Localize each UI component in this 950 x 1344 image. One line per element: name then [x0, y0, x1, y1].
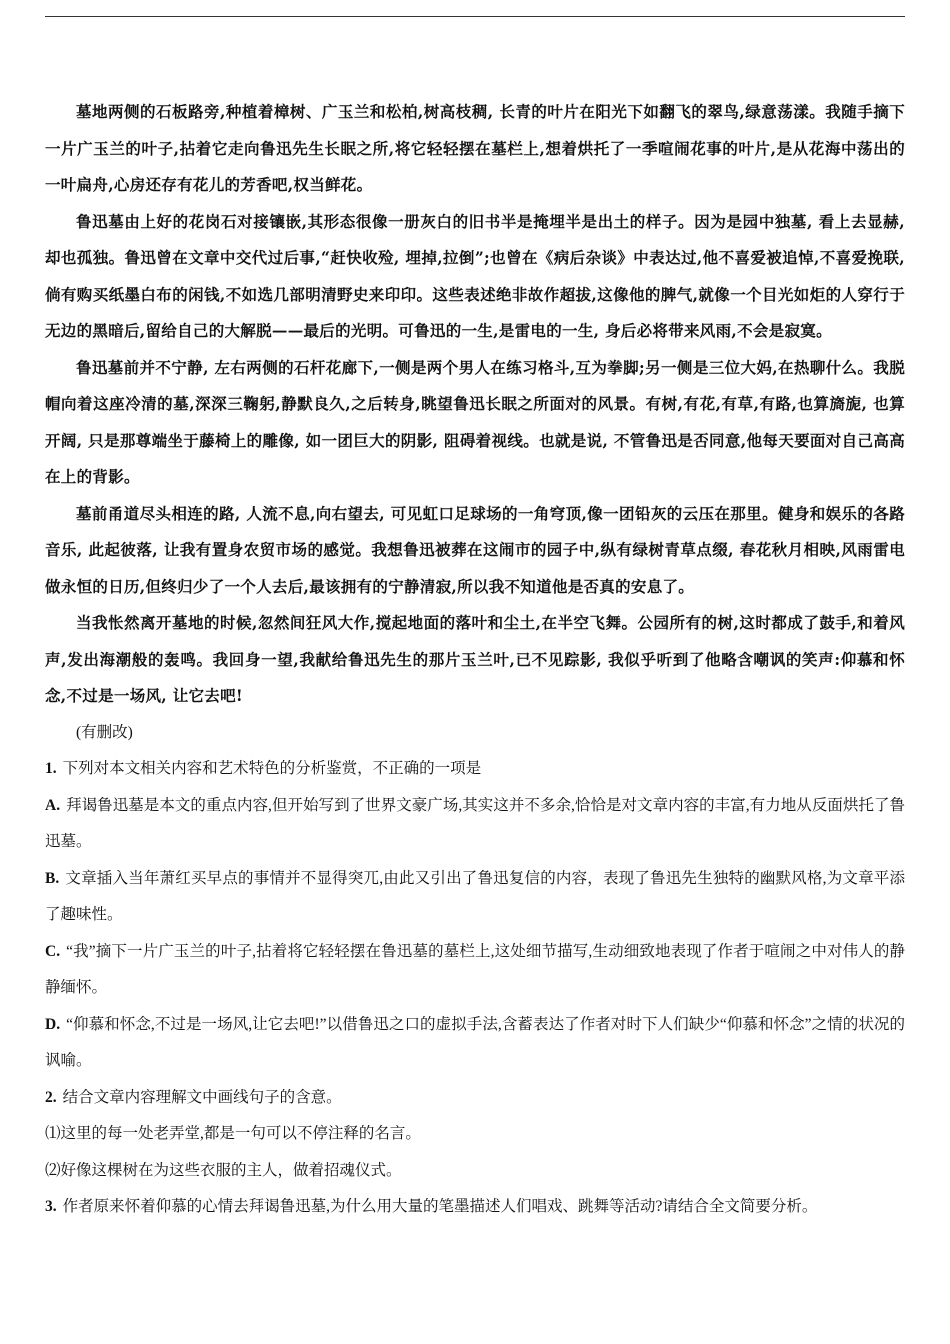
option-text: “我”摘下一片广玉兰的叶子,拈着将它轻轻摆在鲁迅墓的墓栏上,这处细节描写,生动细致地表现了作者于喧闹之中对伟人的静静缅怀。 [45, 942, 905, 996]
option-letter: D. [45, 1015, 61, 1033]
question-3 [45, 1189, 905, 1226]
option-text: 拜谒鲁迅墓是本文的重点内容,但开始写到了世界文豪广场,其实这并不多余,恰恰是对文章内容的丰富,有力地从反面烘托了鲁迅墓。 [45, 796, 905, 850]
question-text: 结合文章内容理解文中画线句子的含意。 [62, 1088, 342, 1106]
option-letter: A. [45, 796, 61, 814]
question-number: 3. [45, 1198, 57, 1215]
question-1 [45, 751, 905, 788]
option-b [45, 861, 905, 934]
question-2-sub-1 [45, 1116, 905, 1153]
passage-paragraph-1: 墓地两侧的石板路旁,种植着樟树、广玉兰和松柏,树高枝稠, 长青的叶片在阳光下如翻飞的翠鸟,绿意荡漾。我随手摘下一片广玉兰的叶子,拈着它走向鲁迅先生长眠之所,将它轻轻摆在墓栏上,想着烘托了一季喧闹花事的叶片,是从花海中荡出的一叶扁舟,心房还存有花儿的芳香吧,权当鲜花。 [45, 102, 905, 194]
edit-note: (有删改) [76, 723, 133, 741]
passage-paragraph-3: 鲁迅墓前并不宁静, 左右两侧的石杆花廊下,一侧是两个男人在练习格斗,互为拳脚;另一侧是三位大妈,在热聊什么。我脱帽向着这座冷清的墓,深深三鞠躬,静默良久,之后转身,眺望鲁迅长眠之所面对的风景。有树,有花,有草,有路,也算旖旎, 也算开阔, 只是那尊端坐于藤椅上的雕像, 如一团巨大的阴影, 阻碍着视线。也就是说, 不管鲁迅是否同意,他每天要面对自己高高在上的背影。 [45, 357, 905, 486]
header-rule [45, 16, 905, 17]
passage-paragraph-4: 墓前甬道尽头相连的路, 人流不息,向右望去, 可见虹口足球场的一角穹顶,像一团铅灰的云压在那里。健身和娱乐的各路音乐, 此起彼落, 让我有置身农贸市场的感觉。我想鲁迅被葬在这闹市的园子中,纵有绿树青草点缀, 春花秋月相映,风雨雷电做永恒的日历,但终归少了一个人去后,最该拥有的宁静清寂,所以我不知道他是否真的安息了。 [45, 503, 905, 596]
question-number: 2. [45, 1088, 57, 1106]
question-2-sub-2 [45, 1153, 905, 1190]
option-c [45, 934, 905, 1007]
passage-paragraph-5: 当我怅然离开墓地的时候,忽然间狂风大作,搅起地面的落叶和尘土,在半空飞舞。公园所有的树,这时都成了鼓手,和着风声,发出海潮般的轰鸣。我回身一望,我献给鲁迅先生的那片玉兰叶,已不见踪影, 我似乎听到了他略含嘲讽的笑声:仰慕和怀念,不过是一场风, 让它去吧! [45, 613, 905, 705]
question-number: 1. [45, 760, 57, 777]
option-d [45, 1007, 905, 1080]
sub-question-text: ⑴这里的每一处老弄堂,都是一句可以不停注释的名言。 [45, 1125, 421, 1142]
option-text: 文章插入当年萧红买早点的事情并不显得突兀,由此又引出了鲁迅复信的内容，表现了鲁迅先生独特的幽默风格,为文章平添了趣味性。 [45, 869, 905, 923]
question-text: 下列对本文相关内容和艺术特色的分析鉴赏，不正确的一项是 [62, 760, 482, 777]
question-2 [45, 1080, 905, 1117]
sub-question-text: ⑵好像这棵树在为这些衣服的主人，做着招魂仪式。 [45, 1161, 402, 1179]
passage-paragraph-2: 鲁迅墓由上好的花岗石对接镶嵌,其形态很像一册灰白的旧书半是掩埋半是出土的样子。因为是园中独墓, 看上去显赫, 却也孤独。鲁迅曾在文章中交代过后事,“赶快收殓, 埋掉,拉倒”;也曾在《病后杂谈》中表达过,他不喜爱被追悼,不喜爱挽联, 倘有购买纸墨白布的闲钱,不如选几部明清野史来印印。这些表述绝非故作超拔,这像他的脾气,就像一个目光如炬的人穿行于无边的黑暗后,留给自己的大解脱——最后的光明。可鲁迅的一生,是雷电的一生, 身后必将带来风雨,不会是寂寞。 [45, 211, 905, 340]
option-text: “仰慕和怀念,不过是一场风,让它去吧!”以借鲁迅之口的虚拟手法,含蓄表达了作者对时下人们缺少“仰慕和怀念”之情的状况的讽喻。 [45, 1015, 905, 1069]
option-letter: C. [45, 942, 61, 960]
question-text: 作者原来怀着仰慕的心情去拜谒鲁迅墓,为什么用大量的笔墨描述人们唱戏、跳舞等活动?请结合全文简要分析。 [62, 1198, 818, 1215]
option-letter: B. [45, 869, 60, 887]
document-body [45, 94, 905, 1226]
option-a [45, 788, 905, 861]
